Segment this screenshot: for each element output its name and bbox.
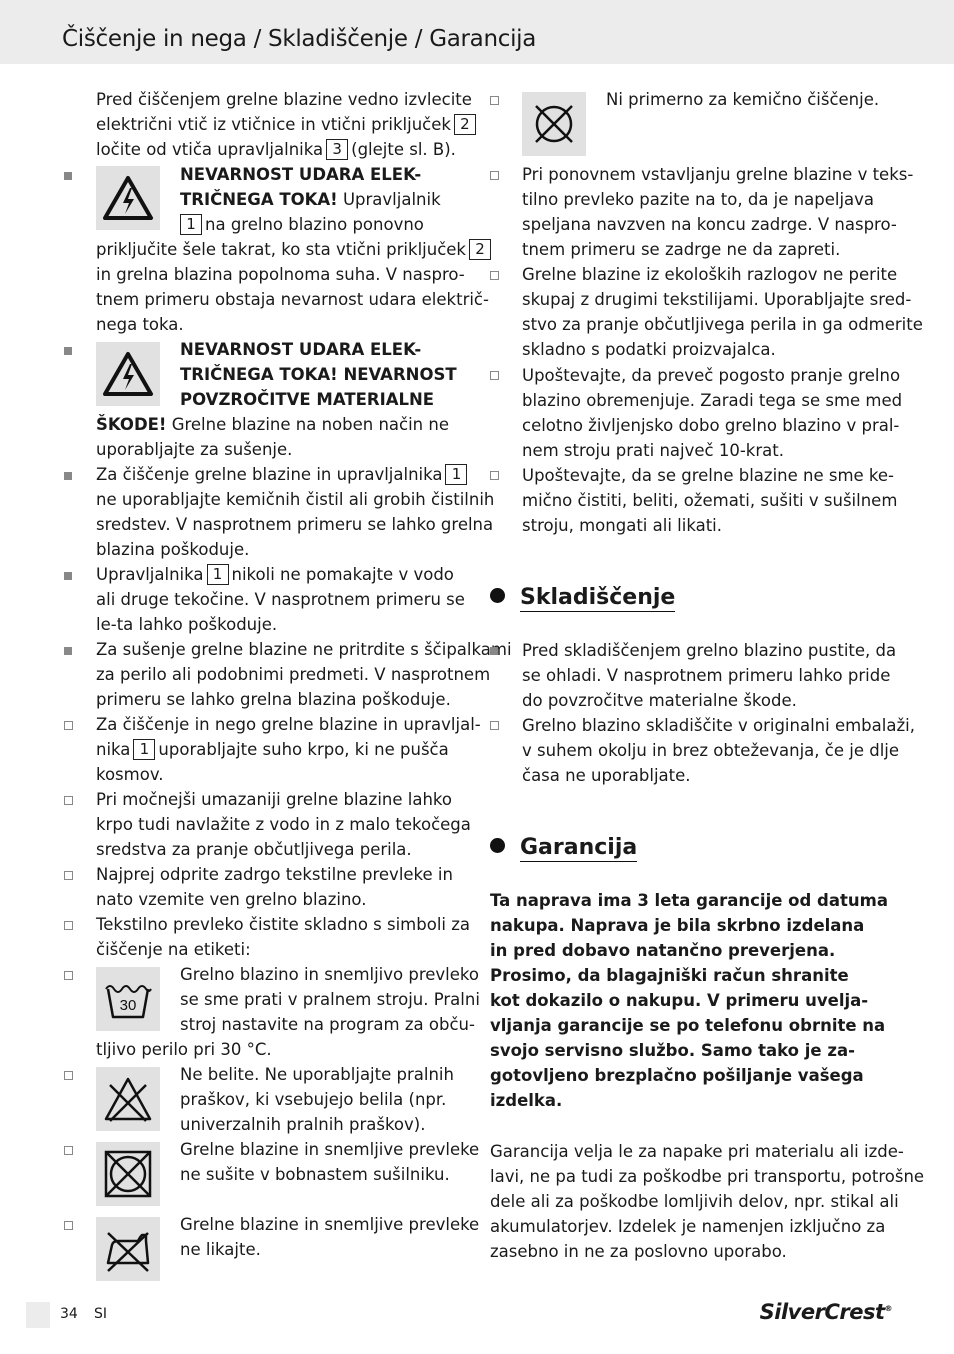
bullet-empty [64,1139,73,1164]
page-header [0,0,954,64]
warranty-bold-paragraph: Ta naprava ima 3 leta garancije od datuma nakupa. Naprava je bila skrbno izdelana in pred dobavo natančno preverjena. Prosimo, da blagajniški račun shranite kot dokazilo o nakupu. V primeru uvelja- vljanja garancije se po telefonu obrnite na svojo servisno službo. Samo tako je za- gotovljeno brezplačno pošiljanje vašega izdelka. [490,891,888,1110]
bullet-empty [490,89,499,114]
wash-symbol-text-cont: tljivo perilo pri 30 °C. [96,1040,272,1059]
bullet-text: Pred skladiščenjem grelno blazino pustite, da se ohladi. V nasprotnem primeru lahko pride do povzročitve materialne škode. [522,641,897,710]
bullet-filled [64,639,72,664]
language-code: SI [94,1306,108,1322]
bullet-filled [64,564,72,589]
bullet-empty [64,789,73,814]
page-title: Čiščenje in nega / Skladiščenje / Garancija [62,26,537,52]
bullet-empty [64,964,73,989]
bullet-empty [64,864,73,889]
bullet-empty [490,364,499,389]
bullet-text: Za čiščenje in nego grelne blazine in upravljal- nika 1 uporabljajte suho krpo, ki ne pušča kosmov. [96,715,481,784]
bleach-symbol-text: Ne belite. Ne uporabljajte pralnih praškov, ki vsebujejo belila (npr. univerzalnih pralnih praškov). [180,1065,454,1134]
electric-warning-icon [96,342,160,406]
iron-symbol-text: Grelne blazine in snemljive prevleke ne likajte. [180,1215,480,1259]
wash-symbol-text: Grelno blazino in snemljivo prevleko se sme prati v pralnem stroju. Pralni stroj nastavite na program za obču- [180,965,480,1034]
bullet-empty [490,264,499,289]
bullet-empty [64,1214,73,1239]
bullet-empty [64,1064,73,1089]
no-dry-clean-icon [522,92,586,156]
bullet-text: Najprej odprite zadrgo tekstilne prevleke in nato vzemite ven grelno blazino. [96,865,453,909]
no-iron-icon [96,1217,160,1281]
heading-bullet [490,838,505,853]
bullet-text: Grelne blazine iz ekoloških razlogov ne perite skupaj z drugimi tekstilijami. Uporabljajte sred- stvo za pranje občutljivega perila in ga odmerite skladno s podatki proizvajalca. [522,265,923,359]
bullet-text: Upoštevajte, da preveč pogosto pranje grelno blazino obremenjuje. Zaradi tega se sme med celotno življenjsko dobo grelno blazino v pral- nem stroju prati največ 10-krat. [522,366,903,460]
bullet-text: Za sušenje grelne blazine ne pritrdite s ščipalkami za perilo ali podobnimi predmeti. V nasprotnem primeru se lahko grelna blazina poškoduje. [96,640,512,709]
warranty-paragraph: Garancija velja le za napake pri materialu ali izde- lavi, ne pa tudi za poškodbe pri transportu, potrošne dele ali za poškodbe lomljivih delov, npr. stikal ali akumulatorjev. Izdelek je namenjen izključno za zasebno in ne za poslovno uporabo. [490,1142,925,1261]
warning-electric-2: NEVARNOST UDARA ELEK- TRIČNEGA TOKA! NEVARNOST POVZROČITVE MATERIALNE [180,340,457,409]
brand-logo: SilverCrest® [759,1300,892,1324]
dry-clean-symbol-text: Ni primerno za kemično čiščenje. [606,90,880,109]
heading-bullet [490,588,505,603]
wash-30-icon [96,967,160,1031]
page-number: 34 [60,1306,78,1322]
intro-paragraph: Pred čiščenjem grelne blazine vedno izvlecite električni vtič iz vtičnice in vtični priključek 2 ločite od vtiča upravljalnika 3 (glejte sl. B). [96,87,479,162]
bullet-filled [64,164,72,189]
bullet-empty [490,714,499,739]
bullet-filled [490,639,498,664]
bullet-empty [490,464,499,489]
warning-electric-2-cont: ŠKODE! Grelne blazine na noben način ne uporabljajte za sušenje. [96,415,449,459]
bullet-text: Pri močnejši umazaniji grelne blazine lahko krpo tudi navlažite z vodo in z malo tekočega sredstva za pranje občutljivega perila. [96,790,471,859]
electric-warning-icon [96,166,160,230]
bullet-filled [64,464,72,489]
bullet-empty [490,164,499,189]
bullet-text: Upravljalnika 1 nikoli ne pomakajte v vodo ali druge tekočine. V nasprotnem primeru se le-ta lahko poškoduje. [96,565,465,634]
section-heading-storage: Skladiščenje [490,585,675,610]
warning-electric-1: NEVARNOST UDARA ELEK- TRIČNEGA TOKA! Upravljalnik 1 na grelno blazino ponovno [180,165,441,234]
no-tumble-dry-icon [96,1142,160,1206]
no-bleach-icon [96,1067,160,1131]
section-heading-warranty: Garancija [490,835,637,860]
bullet-filled [64,339,72,364]
svg-text:30: 30 [119,997,137,1014]
bullet-text: Tekstilno prevleko čistite skladno s simboli za čiščenje na etiketi: [96,915,471,959]
footer-marker [26,1302,50,1328]
warning-electric-1-cont: priključite šele takrat, ko sta vtični priključek 2 in grelna blazina popolnoma suha. V naspro- tnem primeru obstaja nevarnost udara električ- nega toka. [96,237,494,337]
bullet-text: Za čiščenje grelne blazine in upravljalnika 1 ne uporabljajte kemičnih čistil ali grobih čistilnih sredstev. V nasprotnem primeru se lahko grelna blazina poškoduje. [96,465,495,559]
bullet-text: Pri ponovnem vstavljanju grelne blazine v teks- tilno prevleko pazite na to, da je napeljava speljana navzven na koncu zadrge. V naspro- tnem primeru se zadrge ne da zapreti. [522,165,914,259]
dry-symbol-text: Grelne blazine in snemljive prevleke ne sušite v bobnastem sušilniku. [180,1140,480,1184]
bullet-empty [64,714,73,739]
bullet-text: Upoštevajte, da se grelne blazine ne sme ke- mično čistiti, beliti, ožemati, sušiti v sušilnem stroju, mongati ali likati. [522,466,898,535]
bullet-empty [64,914,73,939]
bullet-text: Grelno blazino skladiščite v originalni embalaži, v suhem okolju in brez obteževanja, če je dlje časa ne uporabljate. [522,716,915,785]
